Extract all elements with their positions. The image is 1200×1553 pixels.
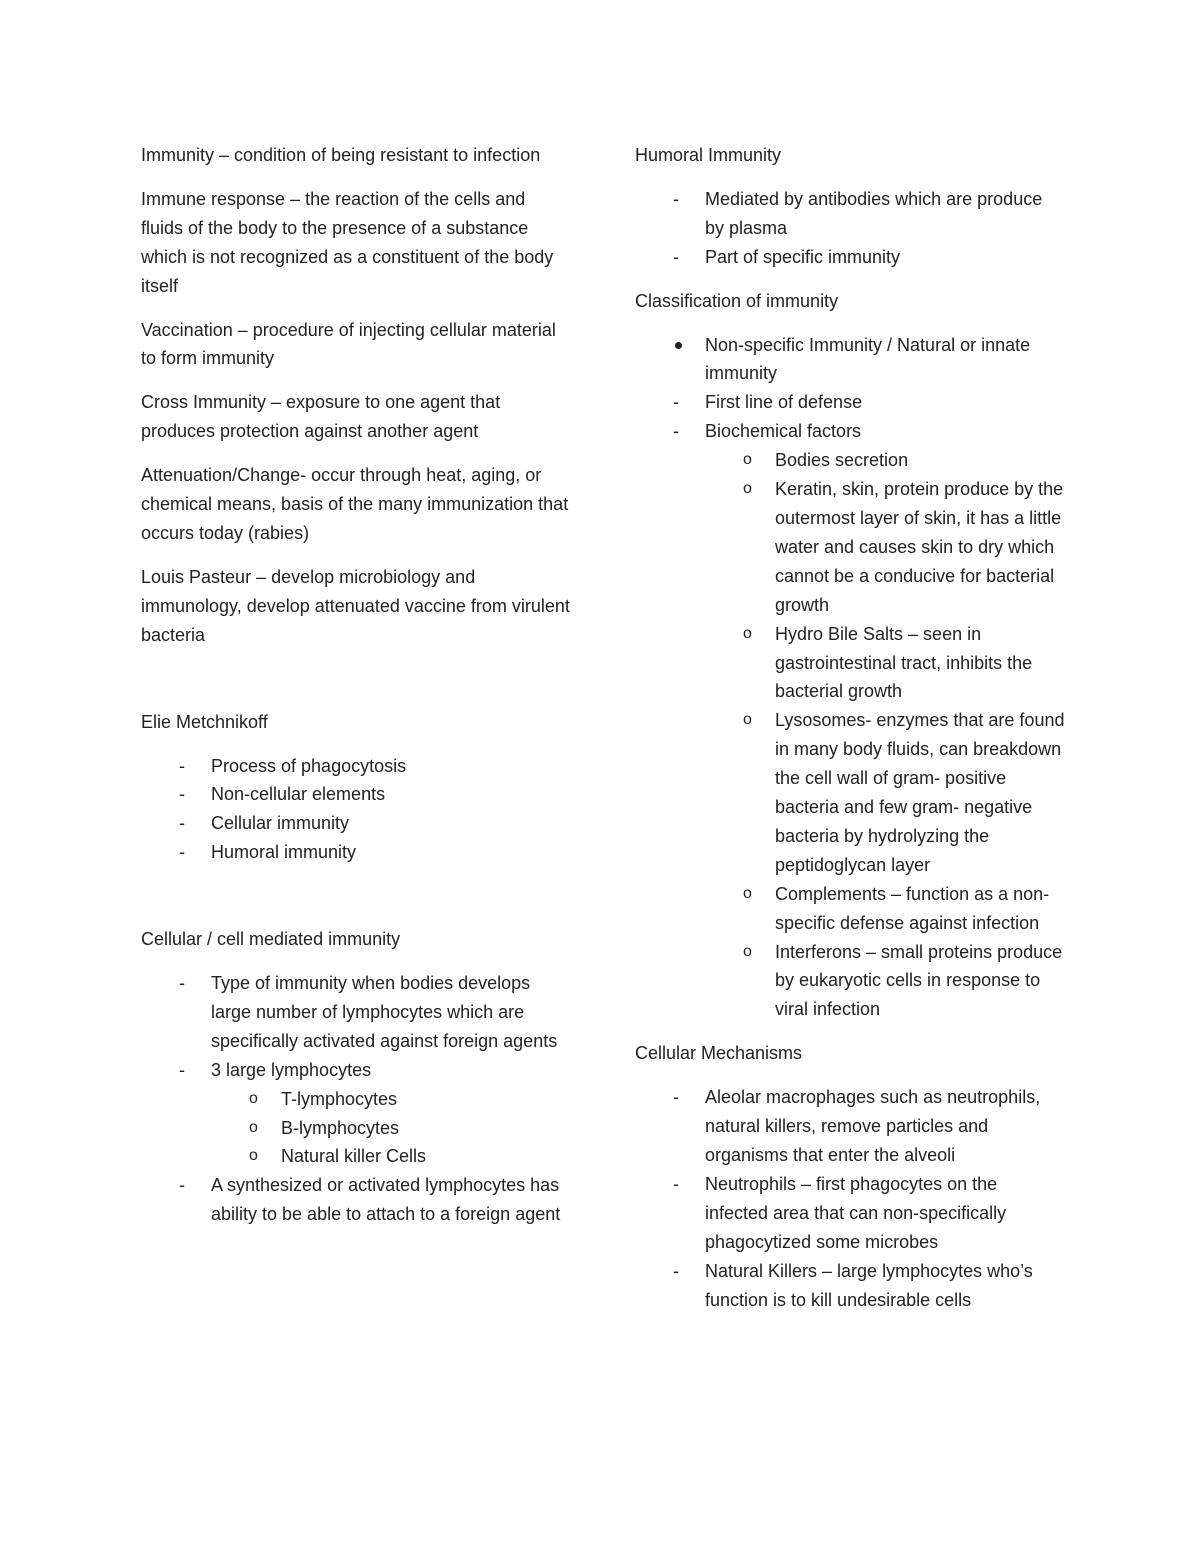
circle-marker: o xyxy=(249,1118,258,1136)
definition-vaccination: Vaccination – procedure of injecting cellular material to form immunity xyxy=(141,319,556,369)
biochemical-sublist xyxy=(635,446,1065,1024)
metchnikoff-list xyxy=(141,752,571,868)
sublist-item: o Natural killer Cells xyxy=(211,1142,571,1171)
list-item: - Mediated by antibodies which are produce by plasma xyxy=(635,185,1065,243)
dash-marker: - xyxy=(673,188,679,209)
right-column xyxy=(635,141,1065,1329)
definition-immune-response: Immune response – the reaction of the cells and fluids of the body to the presence of a substance which is not recognized as a constituent of the body itself xyxy=(141,188,554,296)
circle-marker: o xyxy=(743,624,752,642)
circle-marker: o xyxy=(743,884,752,902)
sublist-item: o Bodies secretion xyxy=(705,446,1065,475)
cellular-list xyxy=(141,969,571,1229)
sublist-item: o Lysosomes- enzymes that are found in many body fluids, can breakdown the cell wall of gram- positive bacteria and few gram- negative bacteria by hydrolyzing the peptidoglycan layer xyxy=(705,706,1065,879)
circle-marker: o xyxy=(743,480,752,498)
list-item: - 3 large lymphocytes o T-lymphocytes o B-lymphocytes o Natural killer Cells xyxy=(141,1056,571,1172)
list-item: - Non-cellular elements xyxy=(141,780,571,809)
list-item: - Aleolar macrophages such as neutrophils, natural killers, remove particles and organisms that enter the alveoli xyxy=(635,1083,1065,1170)
sublist-item: o Complements – function as a non-specific defense against infection xyxy=(705,880,1065,938)
dash-marker: - xyxy=(673,1087,679,1108)
sublist-item: o Interferons – small proteins produce by eukaryotic cells in response to viral infection xyxy=(705,938,1065,1025)
section-heading-metchnikoff: Elie Metchnikoff xyxy=(141,711,268,732)
section-heading-mechanisms: Cellular Mechanisms xyxy=(635,1043,803,1064)
classification-list xyxy=(635,331,1065,1025)
list-item: - Neutrophils – first phagocytes on the infected area that can non-specifically phagocytized some microbes xyxy=(635,1170,1065,1257)
dash-marker: - xyxy=(673,1260,679,1281)
humoral-list xyxy=(635,185,1065,272)
dash-marker: - xyxy=(179,842,185,863)
list-item: - A synthesized or activated lymphocytes has ability to be able to attach to a foreign agent xyxy=(141,1171,571,1229)
definition-louis-pasteur: Louis Pasteur – develop microbiology and immunology, develop attenuated vaccine from virulent bacteria xyxy=(141,566,570,645)
list-item: - Part of specific immunity xyxy=(635,243,1065,272)
circle-marker: o xyxy=(743,711,752,729)
left-column xyxy=(141,141,571,1244)
dash-marker: - xyxy=(179,1059,185,1080)
definition-attenuation: Attenuation/Change- occur through heat, aging, or chemical means, basis of the many immunization that occurs today (rabies) xyxy=(141,465,569,543)
list-item: - Cellular immunity xyxy=(141,809,571,838)
definition-cross-immunity: Cross Immunity – exposure to one agent that produces protection against another agent xyxy=(141,392,501,442)
list-item: - Humoral immunity xyxy=(141,838,571,867)
list-item: - Natural Killers – large lymphocytes who’s function is to kill undesirable cells xyxy=(635,1257,1065,1315)
sublist-item: o B-lymphocytes xyxy=(211,1114,571,1143)
dash-marker: - xyxy=(673,421,679,442)
circle-marker: o xyxy=(249,1147,258,1165)
sublist-item: o T-lymphocytes xyxy=(211,1085,571,1114)
sublist-item: o Hydro Bile Salts – seen in gastrointestinal tract, inhibits the bacterial growth xyxy=(705,620,1065,707)
dash-marker: - xyxy=(179,1175,185,1196)
section-heading-classification: Classification of immunity xyxy=(635,290,839,311)
circle-marker: o xyxy=(743,942,752,960)
mechanisms-list xyxy=(635,1083,1065,1314)
list-item: Non-specific Immunity / Natural or innate immunity xyxy=(635,331,1065,389)
bullet-dot-icon xyxy=(675,342,682,349)
circle-marker: o xyxy=(743,451,752,469)
definition-immunity: Immunity – condition of being resistant to infection xyxy=(141,145,541,165)
dash-marker: - xyxy=(179,784,185,805)
sublist-item: o Keratin, skin, protein produce by the outermost layer of skin, it has a little water and causes skin to dry which cannot be a conducive for bacterial growth xyxy=(705,475,1065,620)
dash-marker: - xyxy=(673,392,679,413)
dash-marker: - xyxy=(179,755,185,776)
list-item: - Process of phagocytosis xyxy=(141,752,571,781)
list-item: - First line of defense xyxy=(635,388,1065,417)
dash-marker: - xyxy=(179,973,185,994)
lymphocyte-sublist xyxy=(141,1085,571,1172)
dash-marker: - xyxy=(673,1173,679,1194)
circle-marker: o xyxy=(249,1089,258,1107)
section-heading-cellular: Cellular / cell mediated immunity xyxy=(141,929,401,950)
list-item: - Type of immunity when bodies develops large number of lymphocytes which are specifically activated against foreign agents xyxy=(141,969,571,1056)
dash-marker: - xyxy=(179,813,185,834)
list-item: - Biochemical factors o Bodies secretion o Keratin, skin, protein produce by the outermost layer of skin, it has a little water and causes skin to dry which cannot be a conducive for bacterial growth o Hydro Bile Salts – seen in gastrointestinal tract, inhibits the bacterial growth o Lysosomes- enzymes that are found in many body fluids, can breakdown the cell wall of gram- positive bacteria and few gram- negative bacteria by hydrolyzing the peptidoglycan layer o Complements – function as a non-specific defense against infection o Interferons – small proteins produce by eukaryotic cells in response to viral infection xyxy=(635,417,1065,1024)
section-heading-humoral: Humoral Immunity xyxy=(635,145,782,165)
dash-marker: - xyxy=(673,246,679,267)
